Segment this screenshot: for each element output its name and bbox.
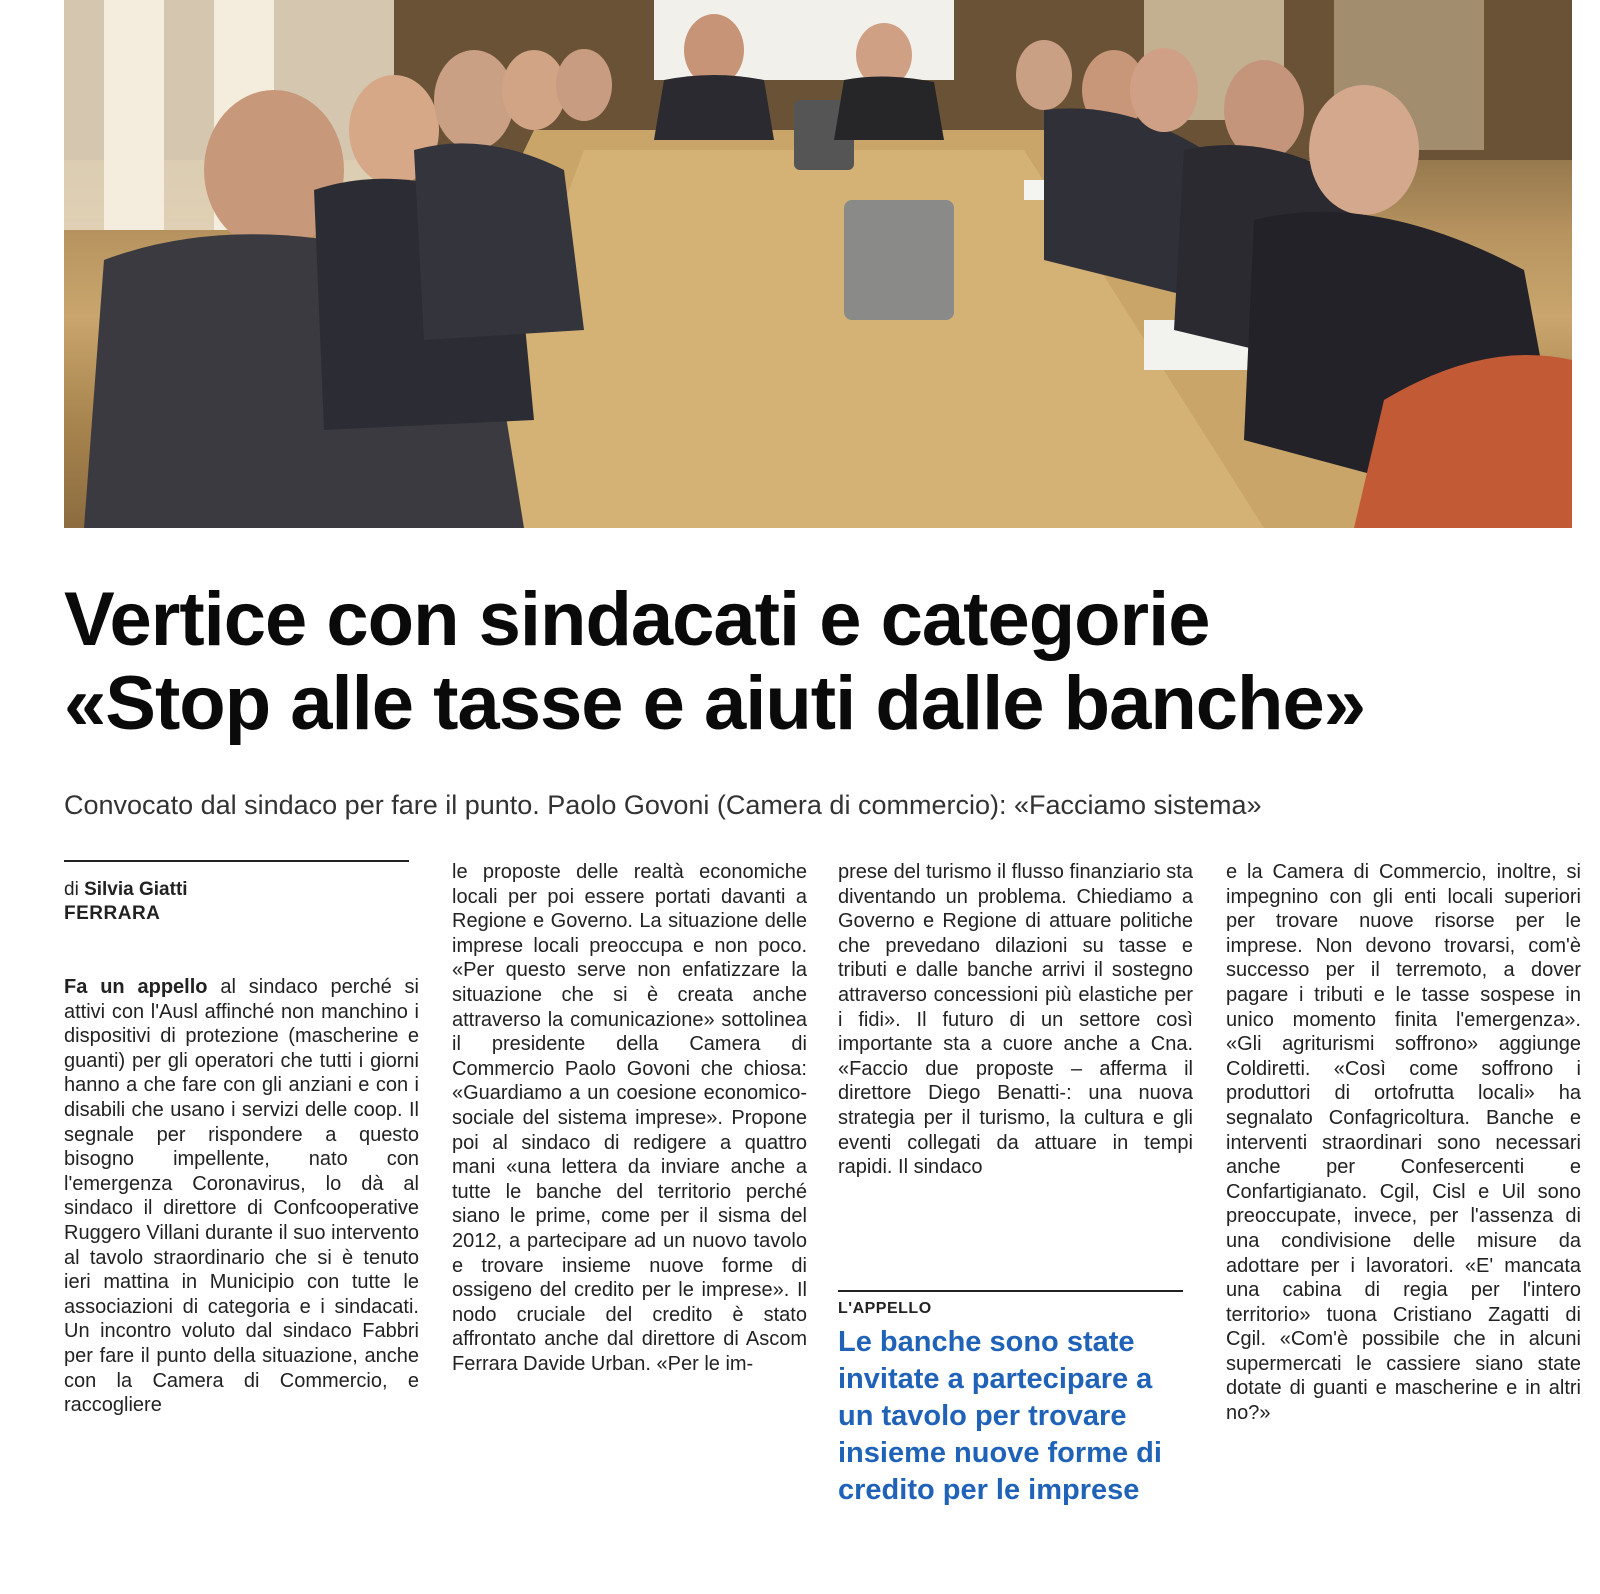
callout-kicker: L'APPELLO	[838, 1300, 932, 1317]
subheadline: Convocato dal sindaco per fare il punto. Paolo Govoni (Camera di commercio): «Facciamo sistema»	[64, 790, 1262, 820]
headline-line-2: «Stop alle tasse e aiuti dalle banche»	[64, 661, 1365, 746]
article-column-4	[1226, 860, 1581, 1426]
article-column-1	[64, 975, 419, 1418]
column-2-text: le proposte delle realtà economiche locali per poi essere portati davanti a Regione e Governo. La situazione delle imprese locali preoccupa e non poco. «Per questo serve non enfatizzare la situazione che si è creata anche attraverso la comunicazione» sottolinea il presidente della Camera di Commercio Paolo Govoni che chiosa: «Guardiamo a un coesione economico-sociale del sistema imprese». Propone poi al sindaco di redigere a quattro mani «una lettera da inviare anche a tutte le banche del territorio perché siano le prime, come per il sisma del 2012, a partecipare ad un nuovo tavolo e trovare insieme nuove forme di ossigeno del credito per le imprese». Il nodo cruciale del credito è stato affrontato anche dal direttore di Ascom Ferrara Davide Urban. «Per le im-	[452, 861, 807, 1375]
meeting-photo	[64, 0, 1572, 528]
column-4-text: e la Camera di Commercio, inoltre, si impegnino con gli enti locali superiori per trovare nuove risorse per le imprese. Non devono trovarsi, com'è successo per il terremoto, a dover pagare i tributi e le tasse sospese in unico momento finita l'emergenza». «Gli agriturismi soffrono» aggiunge Coldiretti. «Così come soffrono i produttori di ortofrutta locali» ha segnalato Confagricoltura. Banche e interventi straordinari sono necessari anche per Confesercenti e Confartigianato. Cgil, Cisl e Uil sono preoccupate, invece, per l'assenza di una condivisione delle misure da adottare per i lavoratori. «E' mancata una cabina di regia per l'intero territorio» tuona Cristiano Zagatti di Cgil. «Com'è possibile che in alcuni supermercati le cassiere siano state dotate di guanti e mascherine e in altri no?»	[1226, 861, 1581, 1425]
callout-quote: Le banche sono state invitate a partecipare a un tavolo per trovare insieme nuove forme di credito per le imprese	[838, 1326, 1162, 1506]
byline-prefix: di	[64, 879, 79, 900]
column-3-text: prese del turismo il flusso finanziario sta diventando un problema. Chiediamo a Governo e Regione di attuare politiche che prevedano dilazioni su tasse e tributi e dalle banche arrivi il sostegno attraverso concessioni più elastiche per i fidi». Il futuro di un settore così importante sta a cuore anche a Cna. «Faccio due proposte – afferma il direttore Diego Benatti-: una nuova strategia per il turismo, la cultura e gli eventi collegati da attuare in tempi rapidi. Il sindaco	[838, 861, 1193, 1179]
callout-box	[838, 1300, 1193, 1509]
callout-rule	[838, 1290, 1183, 1292]
article-column-3	[838, 860, 1193, 1180]
byline-author: Silvia Giatti	[84, 879, 188, 900]
article-column-2	[452, 860, 807, 1376]
lead-in: Fa un appello	[64, 976, 208, 998]
headline	[64, 578, 1572, 746]
byline-location: FERRARA	[64, 903, 161, 924]
meeting-photo-illustration	[64, 0, 1572, 528]
byline	[64, 878, 188, 926]
headline-line-1: Vertice con sindacati e categorie	[64, 577, 1210, 662]
column-1-text: al sindaco perché si attivi con l'Ausl affinché non manchino i dispositivi di protezione (mascherine e guanti) per gli operatori che tutti i giorni hanno a che fare con gli anziani e con i disabili che usano i servizi delle coop. Il segnale per rispondere a questo bisogno impellente, nato con l'emergenza Coronavirus, lo dà al sindaco il direttore di Confcooperative Ruggero Villani durante il suo intervento al tavolo straordinario che si è tenuto ieri mattina in Municipio con tutte le associazioni di categoria e i sindacati. Un incontro voluto dal sindaco Fabbri per fare il punto della situazione, anche con la Camera di Commercio, e raccogliere	[64, 976, 420, 1417]
byline-rule	[64, 860, 409, 862]
